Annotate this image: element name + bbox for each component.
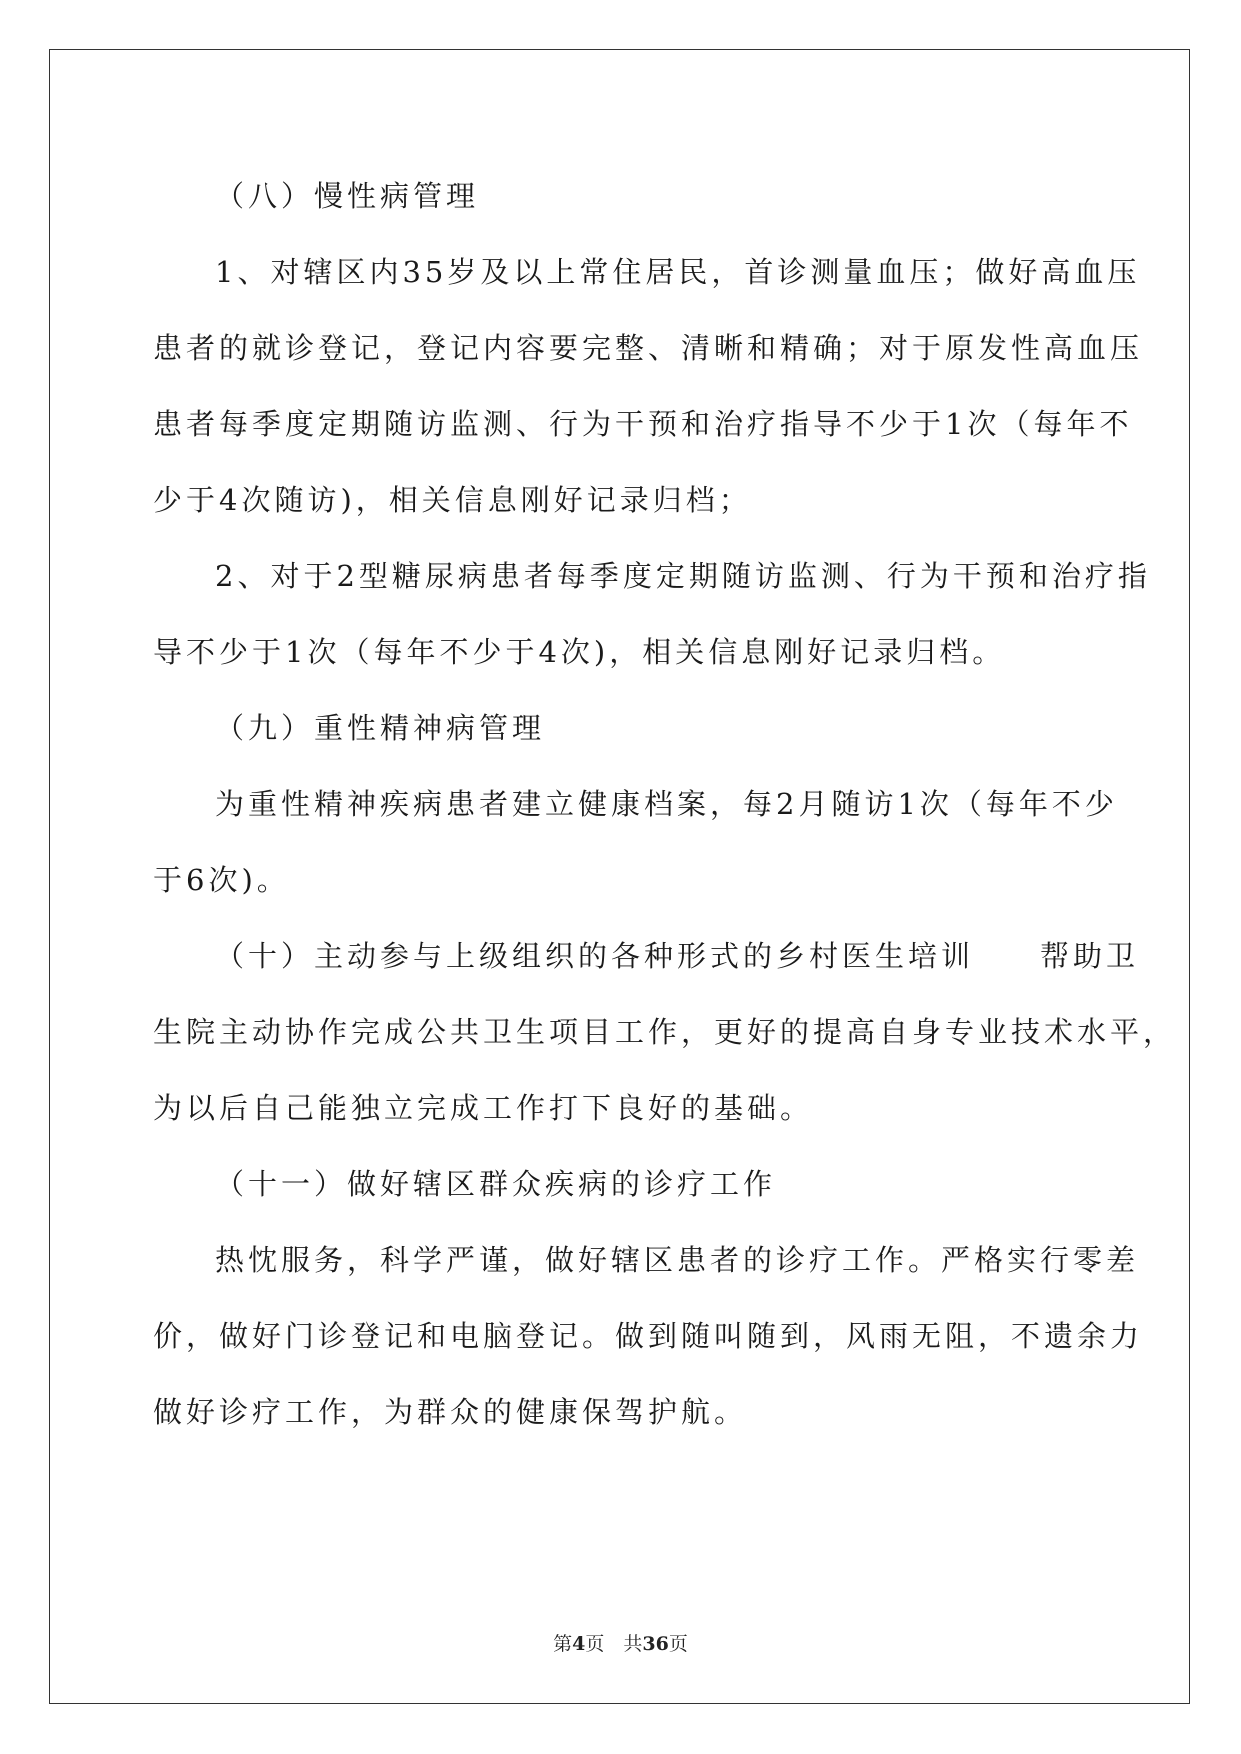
paragraph-line: 2、对于2型糖尿病患者每季度定期随访监测、行为干预和治疗指 — [215, 559, 1151, 593]
heading-diagnosis-work: （十一）做好辖区群众疾病的诊疗工作 — [215, 1167, 777, 1201]
paragraph-line: 价，做好门诊登记和电脑登记。做到随叫随到，风雨无阻，不遗余力 — [153, 1319, 1144, 1353]
paragraph-line: 于6次)。 — [153, 863, 290, 897]
paragraph-line: 1、对辖区内35岁及以上常住居民，首诊测量血压；做好高血压 — [215, 255, 1141, 289]
heading-mental-illness: （九）重性精神病管理 — [215, 711, 546, 745]
paragraph-line: 热忱服务，科学严谨，做好辖区患者的诊疗工作。严格实行零差 — [215, 1243, 1140, 1277]
paragraph-line: 患者每季度定期随访监测、行为干预和治疗指导不少于1次（每年不 — [153, 407, 1133, 441]
paragraph-line: 导不少于1次（每年不少于4次)，相关信息刚好记录归档。 — [153, 635, 1006, 669]
paragraph-line: 做好诊疗工作，为群众的健康保驾护航。 — [153, 1395, 748, 1429]
current-page-number: 4 — [572, 1633, 586, 1655]
paragraph-line: （十）主动参与上级组织的各种形式的乡村医生培训 帮助卫 — [215, 939, 1140, 973]
total-page-number: 36 — [642, 1633, 669, 1655]
heading-chronic-disease: （八）慢性病管理 — [215, 179, 480, 213]
paragraph-line: 生院主动协作完成公共卫生项目工作，更好的提高自身专业技术水平， — [153, 1015, 1177, 1049]
paragraph-line: 少于4次随访)，相关信息刚好记录归档； — [153, 483, 752, 517]
document-body — [153, 158, 1177, 1450]
footer-prefix: 第 — [553, 1633, 573, 1655]
paragraph-line: 为重性精神疾病患者建立健康档案，每2月随访1次（每年不少 — [215, 787, 1118, 821]
paragraph-line: 患者的就诊登记，登记内容要完整、清晰和精确；对于原发性高血压 — [153, 331, 1144, 365]
footer-mid: 页 共 — [585, 1633, 643, 1655]
paragraph-line: 为以后自己能独立完成工作打下良好的基础。 — [153, 1091, 814, 1125]
page-footer — [0, 1629, 1241, 1656]
footer-suffix: 页 — [668, 1633, 688, 1655]
